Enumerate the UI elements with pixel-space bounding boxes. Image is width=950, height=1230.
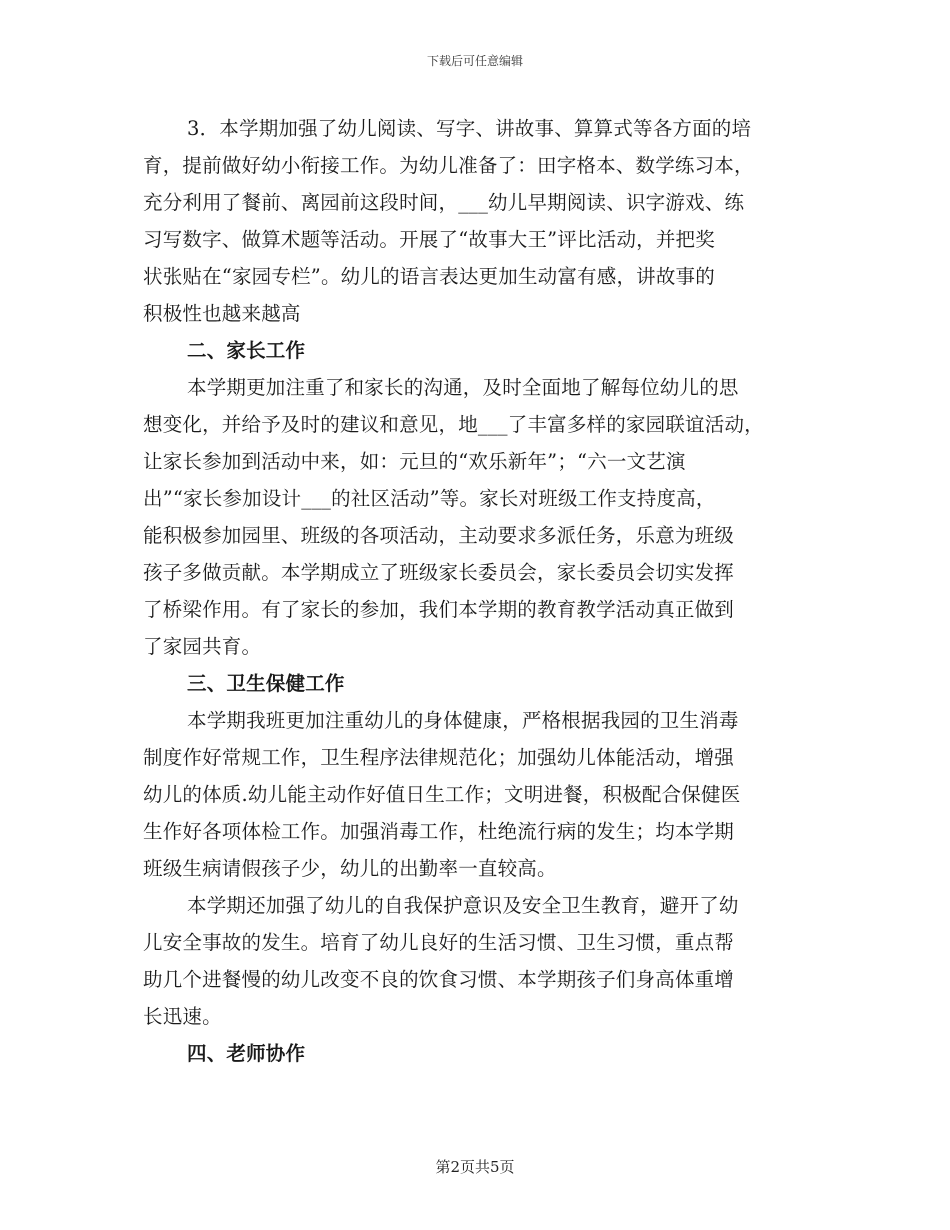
paragraph-line: 生作好各项体检工作。加强消毒工作，杜绝流行病的发生；均本学期 xyxy=(143,820,735,843)
page-number: 第2页共5页 xyxy=(435,1158,515,1176)
paragraph-line: 出”“家长参加设计___的社区活动”等。家长对班级工作支持度高， xyxy=(143,487,716,510)
paragraph-line: 了桥梁作用。有了家长的参加，我们本学期的教育教学活动真正做到 xyxy=(143,598,735,621)
paragraph-line: 制度作好常规工作，卫生程序法律规范化；加强幼儿体能活动，增强 xyxy=(143,746,735,769)
paragraph-line: 习写数字、做算术题等活动。开展了“故事大王”评比活动，并把奖 xyxy=(143,228,715,251)
section-heading-health: 三、卫生保健工作 xyxy=(187,672,345,695)
paragraph-line: 3．本学期加强了幼儿阅读、写字、讲故事、算算式等各方面的培 xyxy=(187,117,752,140)
paragraph-line: 充分利用了餐前、离园前这段时间，___幼儿早期阅读、识字游戏、练 xyxy=(143,191,745,214)
paragraph-line: 幼儿的体质.幼儿能主动作好值日生工作；文明进餐，积极配合保健医 xyxy=(143,783,741,806)
section-heading-parents: 二、家长工作 xyxy=(187,339,306,362)
page-header: 下载后可任意编辑 xyxy=(426,54,523,68)
paragraph-line: 孩子多做贡献。本学期成立了班级家长委员会，家长委员会切实发挥 xyxy=(143,561,735,584)
paragraph-line: 积极性也越来越高 xyxy=(143,302,301,325)
paragraph-line: 儿安全事故的发生。培育了幼儿良好的生活习惯、卫生习惯，重点帮 xyxy=(143,931,735,954)
section-heading-teachers: 四、老师协作 xyxy=(187,1042,306,1065)
paragraph-line: 让家长参加到活动中来，如：元旦的“欢乐新年”；“六一文艺演 xyxy=(143,450,686,473)
paragraph-line: 能积极参加园里、班级的各项活动，主动要求多派任务，乐意为班级 xyxy=(143,524,735,547)
paragraph-line: 本学期我班更加注重幼儿的身体健康，严格根据我园的卫生消毒 xyxy=(187,709,739,732)
paragraph-line: 育，提前做好幼小衔接工作。为幼儿准备了：田字格本、数学练习本， xyxy=(143,154,754,177)
paragraph-line: 本学期还加强了幼儿的自我保护意识及安全卫生教育，避开了幼 xyxy=(187,894,739,917)
paragraph-line: 助几个进餐慢的幼儿改变不良的饮食习惯、本学期孩子们身高体重增 xyxy=(143,968,735,991)
paragraph-line: 长迅速。 xyxy=(143,1005,222,1028)
paragraph-line: 想变化，并给予及时的建议和意见，地___了丰富多样的家园联谊活动， xyxy=(143,413,764,436)
paragraph-line: 班级生病请假孩子少，幼儿的出勤率一直较高。 xyxy=(143,857,557,880)
paragraph-line: 了家园共育。 xyxy=(143,635,262,658)
paragraph-line: 本学期更加注重了和家长的沟通，及时全面地了解每位幼儿的思 xyxy=(187,376,739,399)
paragraph-line: 状张贴在“家园专栏”。幼儿的语言表达更加生动富有感，讲故事的 xyxy=(143,265,715,288)
